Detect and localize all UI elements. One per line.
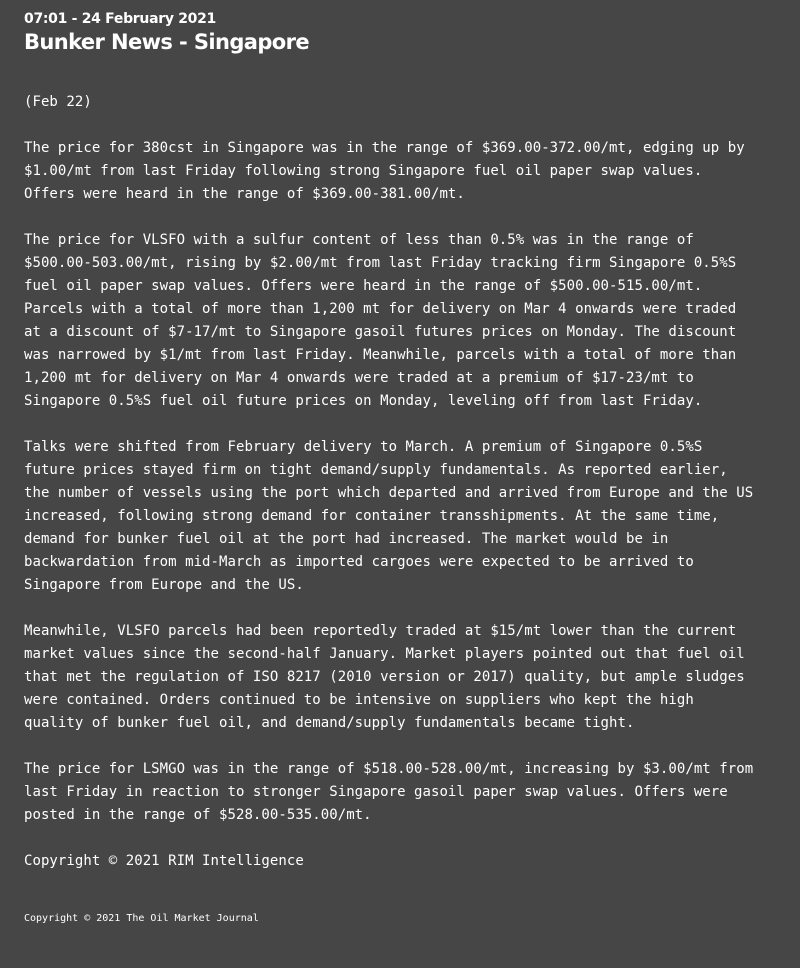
article-dateline: (Feb 22) (24, 94, 92, 110)
article-timestamp: 07:01 - 24 February 2021 (24, 11, 216, 27)
article-paragraph: The price for VLSFO with a sulfur content of less than 0.5% was in the range of $500.00-503.00/mt, rising by $2.00/mt from last Friday tracking firm Singapore 0.5%S fuel oil paper swap values. Offers were heard in the range of $500.00-515.00/mt. Parcels with a total of more than 1,200 mt for delivery on Mar 4 onwards were traded at a discount of $7-17/mt to Singapore gasoil futures prices on Monday. The discount was narrowed by $1/mt from last Friday. Meanwhile, parcels with a total of more than 1,200 mt for delivery on Mar 4 onwards were traded at a premium of $17-23/mt to Singapore 0.5%S fuel oil future prices on Monday, leveling off from last Friday. (24, 232, 737, 409)
article-paragraph: The price for 380cst in Singapore was in the range of $369.00-372.00/mt, edging up by $1.00/mt from last Friday following strong Singapore fuel oil paper swap values. Offers were heard in the range of $369.00-381.00/mt. (24, 140, 745, 202)
article-paragraph: The price for LSMGO was in the range of $518.00-528.00/mt, increasing by $3.00/mt from last Friday in reaction to stronger Singapore gasoil paper swap values. Offers were posted in the range of $528.00-535.00/mt. (24, 761, 754, 823)
article-headline: Bunker News - Singapore (24, 30, 310, 54)
article-copyright: Copyright © 2021 RIM Intelligence (24, 853, 304, 869)
article (24, 10, 784, 869)
article-paragraph: Meanwhile, VLSFO parcels had been reportedly traded at $15/mt lower than the current market values since the second-half January. Market players pointed out that fuel oil that met the regulation of ISO 8217 (2010 version or 2017) quality, but ample sludges were contained. Orders continued to be intensive on suppliers who kept the high quality of bunker fuel oil, and demand/supply fundamentals became tight. (24, 623, 745, 731)
article-paragraph: Talks were shifted from February delivery to March. A premium of Singapore 0.5%S future prices stayed firm on tight demand/supply fundamentals. As reported earlier, the number of vessels using the port which departed and arrived from Europe and the US increased, following strong demand for container transshipments. At the same time, demand for bunker fuel oil at the port had increased. The market would be in backwardation from mid-March as imported cargoes were expected to be arrived to Singapore from Europe and the US. (24, 439, 754, 593)
footer-copyright: Copyright © 2021 The Oil Market Journal (24, 913, 259, 924)
